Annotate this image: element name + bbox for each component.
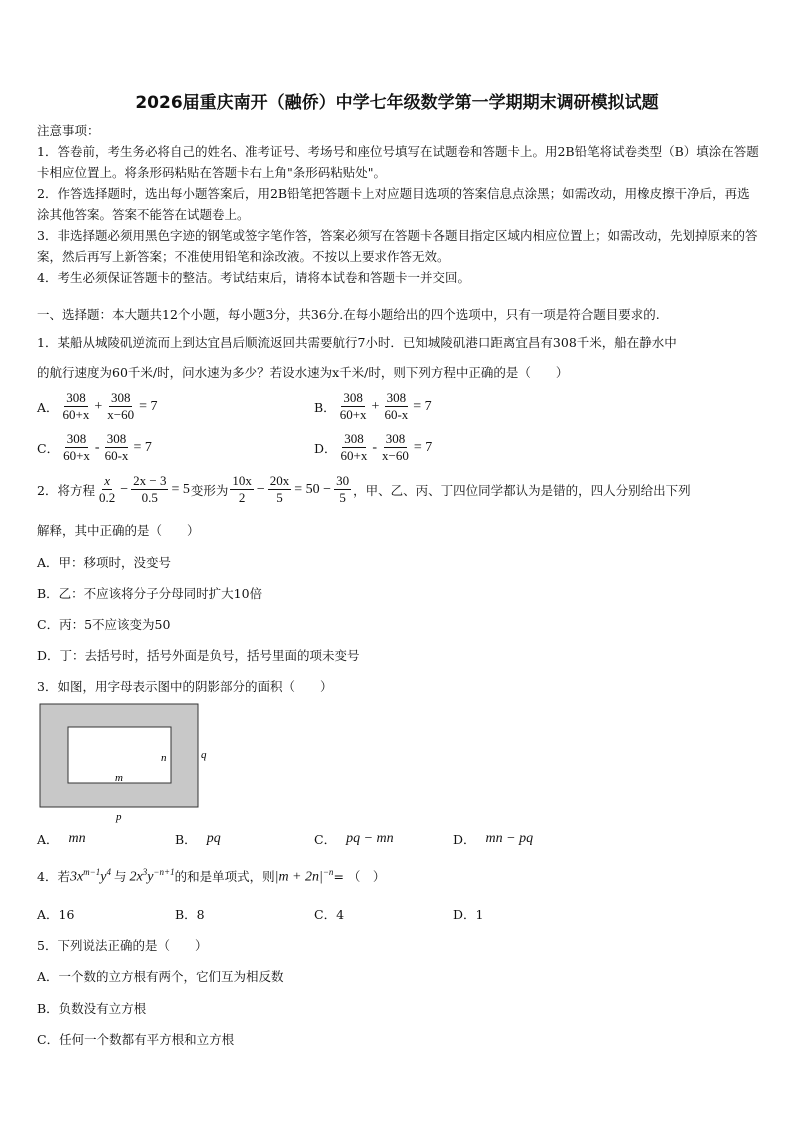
q4-option-b[interactable]: B．8	[175, 907, 205, 922]
q2-mid: 变形为	[190, 482, 229, 498]
option-value: pq − mn	[346, 831, 394, 846]
q1-option-a[interactable]	[37, 390, 159, 423]
page-title: 2026届重庆南开（融侨）中学七年级数学第一学期期末调研模拟试题	[135, 93, 659, 113]
q4-prefix: 4．若	[37, 869, 70, 885]
note-item: 1．答卷前，考生务必将自己的姓名、准考证号、考场号和座位号填写在试题卷和答题卡上。用2B铅笔将试卷类型（B）填涂在答题卡相应位置上。将条形码粘贴在答题卡右上角"条形码粘贴处"。	[37, 144, 759, 180]
fraction: $\frac{30}{5}$	[336, 473, 350, 505]
label-m: m	[115, 772, 123, 784]
equals-value: = 7	[413, 439, 433, 455]
option-value: mn	[68, 831, 86, 846]
monomial-1: $3x^{m-1}y^4$	[69, 867, 111, 885]
q3-option-b[interactable]	[175, 830, 221, 848]
option-value: pq	[206, 831, 221, 846]
q2-stem-line2: 解释，其中正确的是（ ）	[37, 523, 200, 538]
q5-option-c[interactable]: C．任何一个数都有平方根和立方根	[37, 1032, 235, 1047]
section-heading: 一、选择题：本大题共12个小题，每小题3分，共36分.在每小题给出的四个选项中，只有一项是符合题目要求的.	[37, 307, 660, 322]
label-q: q	[201, 749, 207, 761]
q5-stem: 5．下列说法正确的是（ ）	[37, 938, 208, 953]
abs-expression: $|m + 2n|^{-n}$	[274, 867, 334, 885]
equals-value: = 50 −	[294, 481, 332, 497]
fraction: $\frac{308}{x-60}$	[107, 390, 135, 422]
label-n: n	[161, 752, 167, 764]
fraction: $\frac{x}{0.2}$	[98, 473, 116, 505]
label-p: p	[116, 811, 122, 823]
option-letter: B．	[175, 832, 197, 847]
q1-option-c[interactable]	[37, 431, 153, 464]
option-letter: C．	[314, 832, 337, 847]
option-letter: A．	[37, 399, 59, 415]
q4-option-a[interactable]: A．16	[37, 907, 75, 922]
q1-stem-line2: 的航行速度为60千米/时，问水速为多少？若设水速为x千米/时，则下列方程中正确的是（ ）	[37, 365, 569, 380]
q4-mid: 与	[113, 869, 127, 885]
equals-value: = 7	[139, 398, 158, 414]
notes-section	[37, 120, 759, 288]
fraction: $\frac{308}{60+x}$	[62, 390, 90, 422]
q1-option-d[interactable]	[314, 431, 433, 464]
fraction: $\frac{308}{x-60}$	[382, 431, 409, 463]
q3-figure	[38, 702, 223, 827]
q5-option-a[interactable]: A．一个数的立方根有两个，它们互为相反数	[37, 969, 284, 984]
option-letter: D．	[314, 440, 337, 456]
q5-option-b[interactable]: B．负数没有立方根	[37, 1001, 147, 1016]
q2-option-d[interactable]: D．丁：去括号时，括号外面是负号，括号里面的项未变号	[37, 648, 360, 663]
fraction: $\frac{10x}{2}$	[232, 473, 252, 505]
q2-option-a[interactable]: A．甲：移项时，没变号	[37, 555, 172, 570]
fraction: $\frac{308}{60+x}$	[63, 431, 90, 463]
q4-mid2: 的和是单项式，则	[174, 869, 275, 885]
operator: +	[94, 398, 103, 414]
note-item: 2．作答选择题时，选出每小题答案后，用2B铅笔把答题卡上对应题目选项的答案信息点涂黑；如需改动，用橡皮擦干净后，再选涂其他答案。答案不能答在试题卷上。	[37, 186, 750, 222]
equals-value: = 7	[413, 398, 432, 414]
fraction: $\frac{308}{60-x}$	[104, 431, 129, 463]
equals-value: = 5	[171, 481, 190, 497]
q2-prefix: 2．将方程	[37, 482, 95, 498]
q1-option-b[interactable]	[314, 390, 433, 423]
q2-stem-line1: 2．将方程 $\frac{x}{0.2}$ − $\frac{2x - 3}{0.5}$ = 5 变形为 $\frac{10x}{2}$ − $\frac{20x}{5}$ = 50 − $\frac{30}{5}$ ，甲、乙、丙、丁四位同学都认为是错的，四人分别给出下列	[37, 473, 691, 505]
option-value: mn − pq	[485, 831, 534, 846]
q3-option-d[interactable]	[453, 830, 533, 848]
q3-stem: 3．如图，用字母表示图中的阴影部分的面积（ ）	[37, 679, 333, 694]
q2-option-c[interactable]: C．丙：5不应该变为50	[37, 617, 171, 632]
fraction: $\frac{20x}{5}$	[269, 473, 290, 505]
q3-option-c[interactable]	[314, 830, 394, 848]
operator: -	[372, 439, 378, 455]
q2-suffix: ，甲、乙、丙、丁四位同学都认为是错的，四人分别给出下列	[353, 482, 691, 498]
operator: -	[94, 439, 100, 455]
equals-value: = 7	[133, 439, 152, 455]
fraction: $\frac{2x - 3}{0.5}$	[133, 473, 167, 505]
notes-heading: 注意事项：	[37, 123, 100, 138]
operator: +	[371, 398, 380, 414]
monomial-2: $2x^3y^{-n+1}$	[129, 867, 175, 885]
note-item: 3．非选择题必须用黑色字迹的钢笔或签字笔作答，答案必须写在答题卡各题目指定区域内相应位置上；如需改动，先划掉原来的答案，然后再写上新答案；不准使用铅笔和涂改液。不按以上要求作答无效。	[37, 228, 758, 264]
q4-stem	[37, 867, 385, 886]
q4-option-c[interactable]: C．4	[314, 907, 345, 922]
fraction: $\frac{308}{60+x}$	[339, 390, 367, 422]
option-letter: C．	[37, 440, 60, 456]
option-letter: D．	[453, 832, 476, 847]
q4-tail: = （ ）	[333, 869, 386, 885]
fraction: $\frac{308}{60+x}$	[340, 431, 368, 463]
q3-option-a[interactable]	[37, 830, 86, 848]
option-letter: A．	[37, 832, 59, 847]
q2-option-b[interactable]: B．乙：不应该将分子分母同时扩大10倍	[37, 586, 263, 601]
q1-stem-line1: 1．某船从城陵矶逆流而上到达宜昌后顺流返回共需要航行7小时．已知城陵矶港口距离宜昌有308千米，船在静水中	[37, 335, 677, 350]
fraction: $\frac{308}{60-x}$	[384, 390, 409, 422]
note-item: 4．考生必须保证答题卡的整洁。考试结束后，请将本试卷和答题卡一并交回。	[37, 270, 470, 285]
q4-option-d[interactable]: D．1	[453, 907, 484, 922]
option-letter: B．	[314, 399, 336, 415]
